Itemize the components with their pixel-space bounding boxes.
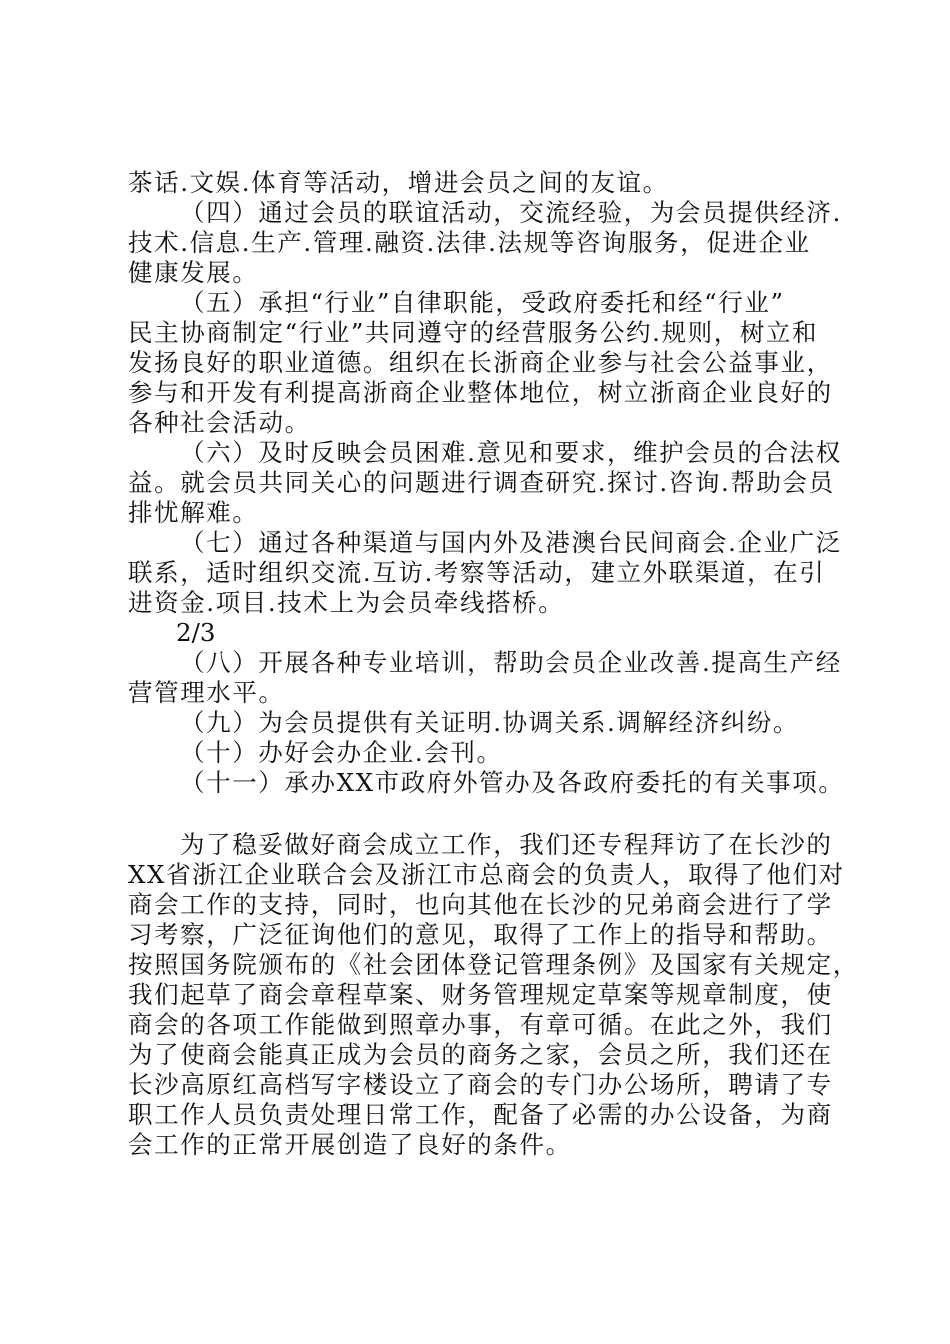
text-line: 健康发展。 (128, 258, 259, 287)
text-line: 进资金.项目.技术上为会员牵线搭桥。 (128, 588, 565, 617)
text-line: 联系，适时组织交流.互访.考察等活动，建立外联渠道，在引 (128, 558, 826, 587)
text-line: 排忧解难。 (128, 498, 259, 527)
text-line: 长沙高原红高档写字楼设立了商会的专门办公场所，聘请了专 (128, 1070, 833, 1099)
text-line: （五）承担“行业”自律职能，受政府委托和经“行业” (180, 288, 785, 317)
text-line: XX省浙江企业联合会及浙江市总商会的负责人，取得了他们对 (128, 860, 845, 889)
text-line: 茶话.文娱.体育等活动，增进会员之间的友谊。 (128, 168, 669, 197)
text-line: （八）开展各种专业培训，帮助会员企业改善.提高生产经 (180, 648, 842, 677)
text-line: （四）通过会员的联谊活动，交流经验，为会员提供经济. (180, 198, 842, 227)
text-line: 商会工作的支持，同时，也向其他在长沙的兄弟商会进行了学 (128, 890, 833, 919)
text-line: 发扬良好的职业道德。组织在长浙商企业参与社会公益事业， (128, 348, 833, 377)
text-line: 为了使商会能真正成为会员的商务之家，会员之所，我们还在 (128, 1040, 833, 1069)
text-line: 习考察，广泛征询他们的意见，取得了工作上的指导和帮助。 (128, 920, 833, 949)
text-line: 各种社会活动。 (128, 408, 311, 437)
text-line: （十一）承办XX市政府外管办及各政府委托的有关事项。 (180, 768, 845, 797)
text-line: 为了稳妥做好商会成立工作，我们还专程拜访了在长沙的 (180, 830, 833, 859)
text-line: （十）办好会办企业.会刊。 (180, 738, 503, 767)
text-line: 参与和开发有利提高浙商企业整体地位，树立浙商企业良好的 (128, 378, 833, 407)
text-line: 职工作人员负责处理日常工作，配备了必需的办公设备，为商 (128, 1100, 833, 1129)
text-line: 我们起草了商会章程草案、财务管理规定草案等规章制度，使 (128, 980, 833, 1009)
text-line: 营管理水平。 (128, 678, 285, 707)
text-line: 按照国务院颁布的《社会团体登记管理条例》及国家有关规定， (128, 950, 859, 979)
text-line: 技术.信息.生产.管理.融资.法律.法规等咨询服务，促进企业 (128, 228, 811, 257)
text-line: 会工作的正常开展创造了良好的条件。 (128, 1130, 572, 1159)
text-line: （九）为会员提供有关证明.协调关系.调解经济纠纷。 (180, 708, 800, 737)
page-number: 2/3 (176, 618, 216, 647)
paragraph-gap (128, 798, 832, 830)
text-line: （七）通过各种渠道与国内外及港澳台民间商会.企业广泛 (180, 528, 842, 557)
text-line: 商会的各项工作能做到照章办事，有章可循。在此之外，我们 (128, 1010, 833, 1039)
document-page (128, 168, 859, 1160)
text-line: 民主协商制定“行业”共同遵守的经营服务公约.规则，树立和 (128, 318, 819, 347)
text-line: （六）及时反映会员困难.意见和要求，维护会员的合法权 (180, 438, 842, 467)
text-line: 益。就会员共同关心的问题进行调查研究.探讨.咨询.帮助会员 (128, 468, 835, 497)
